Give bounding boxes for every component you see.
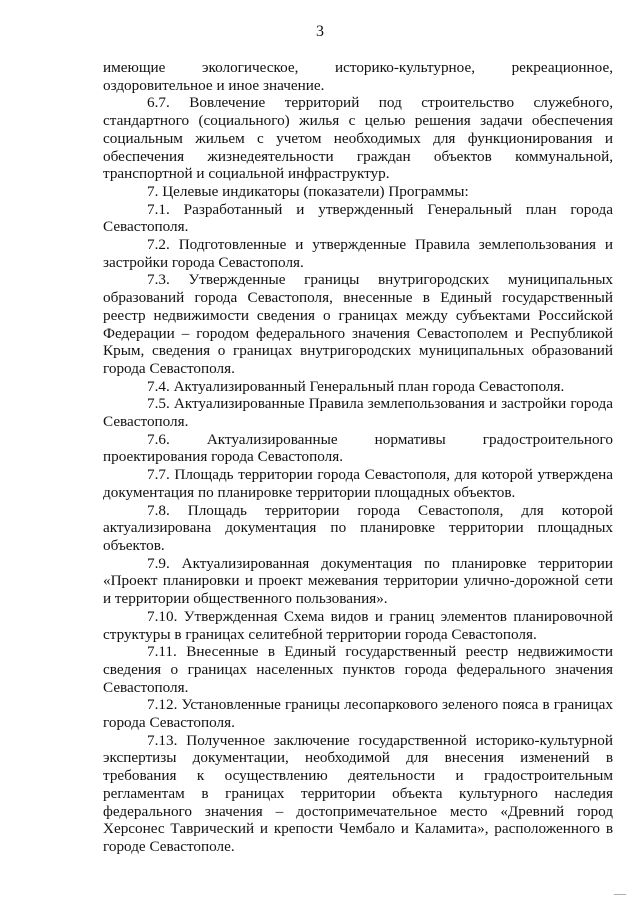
paragraph-7-9: 7.9. Актуализированная документация по планировке территории «Проект планировки и проект межевания территории улично-дорожной сети и территории общественного пользования». [103,554,613,608]
paragraph-6-7: 6.7. Вовлечение территорий под строительство служебного, стандартного (социального) жилья с целью решения задачи обеспечения социальным жильем с учетом необходимых для функционирования и обеспечения жизнедеятельности граждан объектов коммунальной, транспортной и социальной инфраструктур. [103,94,613,183]
paragraph-7-13: 7.13. Полученное заключение государственной историко-культурной экспертизы документации, необходимой для внесения изменений в требования к осуществлению деятельности и градостроительным регламентам в границах территории объекта культурного наследия федерального значения – достопримечательное место «Древний город Херсонес Таврический и крепости Чембало и Каламита», расположенного в городе Севастополе. [103,731,613,855]
paragraph-7-8: 7.8. Площадь территории города Севастополя, для которой актуализирована документация по планировке территории площадных объектов. [103,501,613,554]
section-heading-7: 7. Целевые индикаторы (показатели) Программы: [147,182,469,200]
page-number: 3 [316,23,324,40]
paragraph-7-3: 7.3. Утвержденные границы внутригородских муниципальных образований города Севастополя, внесенные в Единый государственный реестр недвижимости сведения о границах между субъектами Российской Федерации – городом федерального значения Севастополем и Республикой Крым, сведения о границах внутригородских муниципальных образований города Севастополя. [103,271,613,377]
document-body [103,59,613,856]
paragraph-7-12: 7.12. Установленные границы лесопаркового зеленого пояса в границах города Севастополя. [103,696,613,732]
paragraph-7-2: 7.2. Подготовленные и утвержденные Правила землепользования и застройки города Севастополя. [103,236,613,271]
paragraph-7-5: 7.5. Актуализированные Правила землепользования и застройки города Севастополя. [103,395,613,431]
paragraph-7-10: 7.10. Утвержденная Схема видов и границ элементов планировочной структуры в границах селитебной территории города Севастополя. [103,607,613,643]
paragraph-7-6: 7.6. Актуализированные нормативы градостроительного проектирования города Севастополя. [103,430,613,466]
paragraph-continuation: имеющие экологическое, историко-культурное, рекреационное, оздоровительное и иное значение. [103,59,613,94]
paragraph-7-4: 7.4. Актуализированный Генеральный план города Севастополя. [147,377,565,395]
corner-mark: — [614,886,626,900]
paragraph-7-11: 7.11. Внесенные в Единый государственный реестр недвижимости сведения о границах населенных пунктов города федерального значения Севастополя. [103,643,613,696]
paragraph-7-1: 7.1. Разработанный и утвержденный Генеральный план города Севастополя. [103,200,613,236]
paragraph-7-7: 7.7. Площадь территории города Севастополя, для которой утверждена документация по планировке территории площадных объектов. [103,466,613,501]
